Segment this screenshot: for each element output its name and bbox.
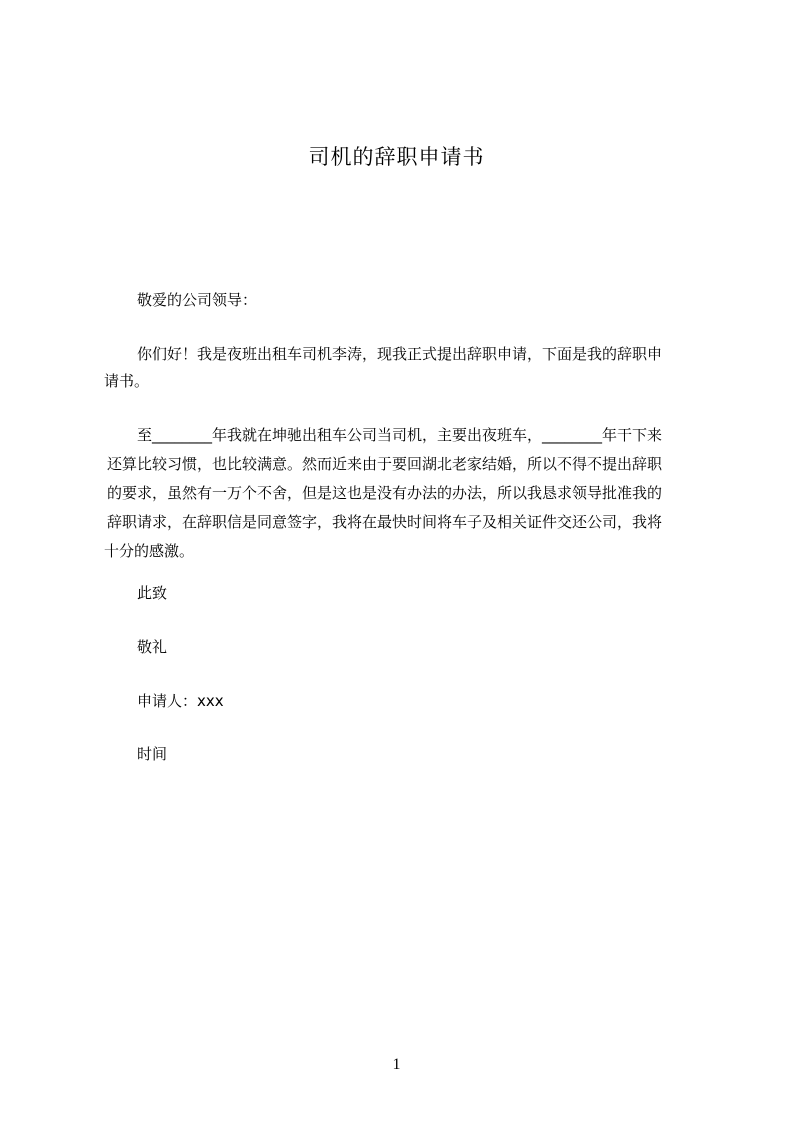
paragraph1-line2: 请书。	[104, 372, 150, 390]
document-title: 司机的辞职申请书	[308, 145, 485, 169]
applicant-signature: 申请人：xxx	[137, 692, 224, 710]
paragraph2	[104, 421, 700, 566]
paragraph2-line5: 十分的感激。	[104, 542, 195, 560]
paragraph2-line2: 还算比较习惯，也比较满意。然而近来由于要回湖北老家结婚，所以不得不提出辞职	[107, 455, 663, 473]
salutation: 敬爱的公司领导：	[137, 291, 258, 309]
paragraph1-line1: 你们好！我是夜班出租车司机李涛，现我正式提出辞职申请，下面是我的辞职申	[137, 345, 663, 363]
paragraph2-line3: 的要求，虽然有一万个不舍，但是这也是没有办法的办法，所以我恳求领导批准我的	[107, 484, 663, 502]
closing-cizhi: 此致	[137, 584, 168, 602]
closing-jingli: 敬礼	[137, 638, 168, 656]
paragraph2-line1: 至________年我就在坤驰出租车公司当司机，主要出夜班车，________年干下来	[137, 426, 663, 444]
paragraph2-line4: 辞职请求，在辞职信是同意签字，我将在最快时间将车子及相关证件交还公司，我将	[107, 513, 663, 531]
page-number: 1	[392, 1056, 401, 1073]
date-label: 时间	[137, 745, 168, 763]
